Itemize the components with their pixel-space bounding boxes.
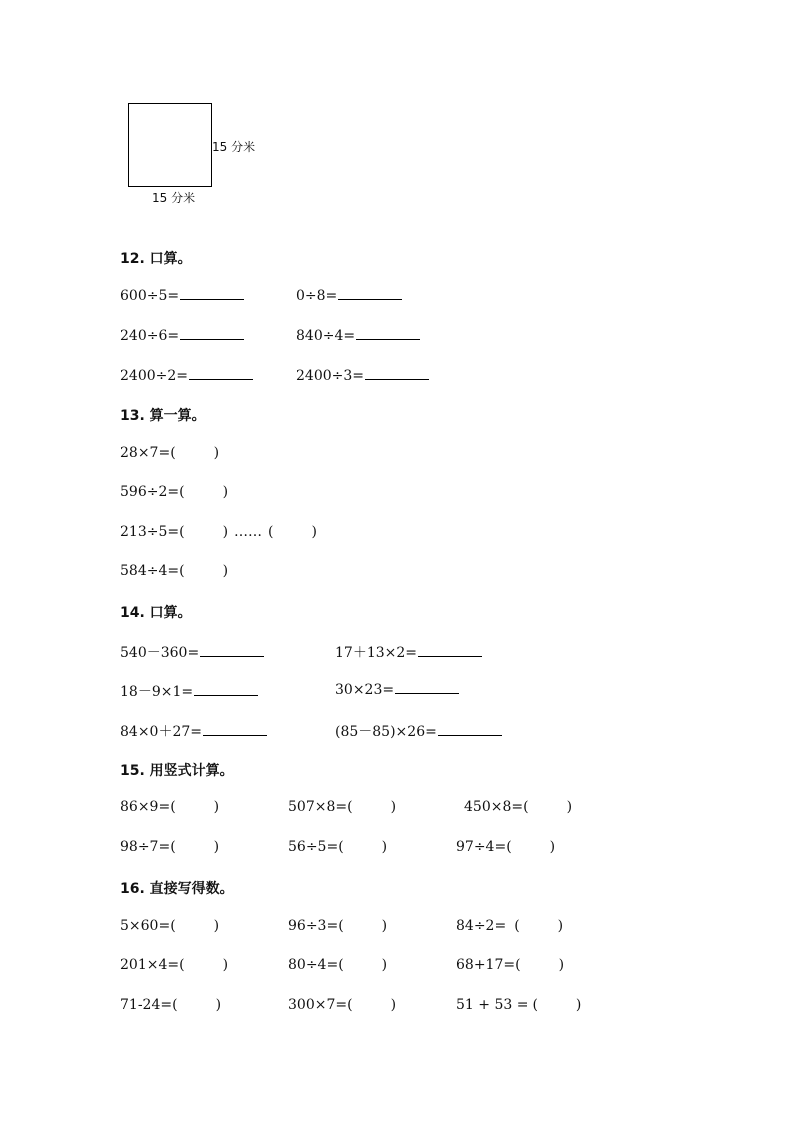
question-12-heading: 12. 口算。 — [120, 251, 192, 267]
square-bottom-label: 15 分米 — [152, 191, 196, 205]
answer-blank[interactable] — [356, 327, 420, 340]
q16-item-2: 96÷3=( ) — [288, 918, 388, 934]
answer-blank[interactable] — [203, 723, 267, 736]
q13-item-4: 584÷4=( ) — [120, 563, 229, 579]
answer-blank[interactable] — [200, 644, 264, 657]
q12-item-4: 840÷4= — [296, 327, 420, 344]
q16-item-3: 84÷2= ( ) — [456, 918, 564, 934]
q15-item-3: 450×8=( ) — [464, 799, 573, 815]
q15-item-1: 86×9=( ) — [120, 799, 220, 815]
question-13-heading: 13. 算一算。 — [120, 408, 206, 424]
q13-item-1: 28×7=( ) — [120, 445, 220, 461]
q16-item-8: 300×7=( ) — [288, 997, 397, 1013]
q16-item-7: 71-24=( ) — [120, 997, 222, 1013]
q12-item-5: 2400÷2= — [120, 367, 253, 384]
q13-item-2: 596÷2=( ) — [120, 484, 229, 500]
q14-item-3: 18－9×1= — [120, 681, 258, 701]
q16-item-6: 68+17=( ) — [456, 957, 565, 973]
q15-item-6: 97÷4=( ) — [456, 839, 556, 855]
answer-blank[interactable] — [180, 327, 244, 340]
answer-blank[interactable] — [189, 367, 253, 380]
q12-item-2: 0÷8= — [296, 287, 402, 304]
q14-item-1: 540－360= — [120, 642, 264, 662]
answer-blank[interactable] — [365, 367, 429, 380]
q14-item-2: 17＋13×2= — [335, 642, 482, 662]
question-16-heading: 16. 直接写得数。 — [120, 881, 234, 897]
q13-item-3: 213÷5=( ) …… ( ) — [120, 524, 317, 540]
q14-item-5: 84×0＋27= — [120, 721, 267, 741]
answer-blank[interactable] — [418, 644, 482, 657]
q16-item-4: 201×4=( ) — [120, 957, 229, 973]
answer-blank[interactable] — [438, 723, 502, 736]
q16-item-1: 5×60=( ) — [120, 918, 220, 934]
q16-item-5: 80÷4=( ) — [288, 957, 388, 973]
square-figure — [128, 103, 212, 187]
q12-item-1: 600÷5= — [120, 287, 244, 304]
answer-blank[interactable] — [194, 683, 258, 696]
question-15-heading: 15. 用竖式计算。 — [120, 763, 234, 779]
question-14-heading: 14. 口算。 — [120, 605, 192, 621]
q14-item-6: (85－85)×26= — [335, 721, 502, 741]
q15-item-2: 507×8=( ) — [288, 799, 397, 815]
q14-item-4: 30×23= — [335, 681, 459, 698]
answer-blank[interactable] — [180, 287, 244, 300]
remainder-separator: …… — [234, 524, 263, 540]
q15-item-4: 98÷7=( ) — [120, 839, 220, 855]
answer-blank[interactable] — [395, 681, 459, 694]
q12-item-6: 2400÷3= — [296, 367, 429, 384]
q15-item-5: 56÷5=( ) — [288, 839, 388, 855]
square-side-label: 15 分米 — [212, 140, 256, 154]
q16-item-9: 51 + 53 = ( ) — [456, 997, 582, 1013]
answer-blank[interactable] — [338, 287, 402, 300]
q12-item-3: 240÷6= — [120, 327, 244, 344]
